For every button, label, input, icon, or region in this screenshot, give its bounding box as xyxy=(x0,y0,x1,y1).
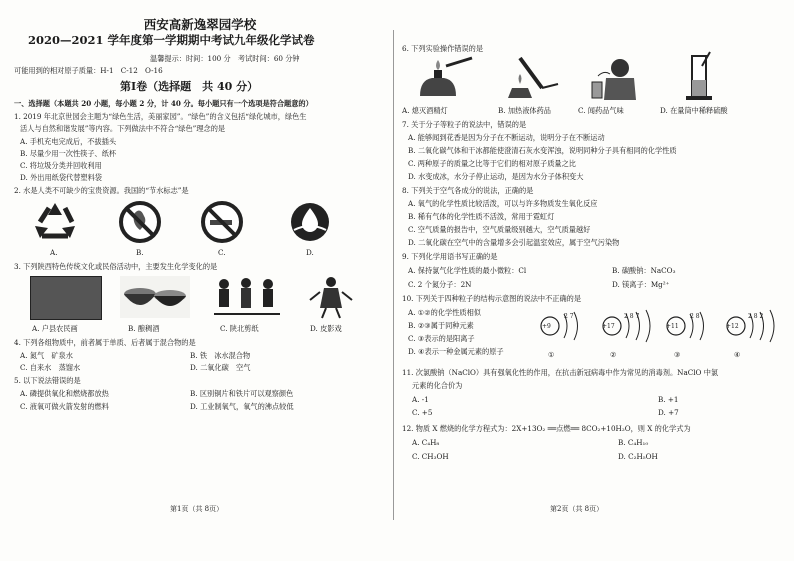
q3-label-b: B. 酿稠酒 xyxy=(128,324,160,333)
q9-stem: 9. 下列化学用语书写正确的是 xyxy=(402,252,498,261)
school-name: 西安高新逸翠园学校 xyxy=(143,17,257,32)
q10-option-a: A. ①②的化学性质相似 xyxy=(408,308,481,317)
atom-number-4: ④ xyxy=(734,350,741,359)
rice-wine-bowls-image xyxy=(120,276,190,318)
q4-option-b: B. 铁 冰水混合物 xyxy=(190,351,251,360)
exam-meta: 温馨提示：时间：100 分 考试时间：60 分钟 xyxy=(150,54,300,63)
q6-label-b: B. 加热液体药品 xyxy=(498,106,551,115)
q5-option-a: A. 磷提供氧化和燃烧都放热 xyxy=(20,389,109,398)
q4-option-c: C. 自来水 蒸馏水 xyxy=(20,363,81,372)
atom-electrons-3: 2 8 xyxy=(690,313,700,320)
atom-number-2: ② xyxy=(610,350,617,359)
page-divider xyxy=(393,30,394,520)
q11-option-d: D. +7 xyxy=(658,408,679,417)
atom-diagram-4 xyxy=(720,304,780,360)
q6-stem: 6. 下列实验操作错误的是 xyxy=(402,44,484,53)
page-footer-left: 第1页（共 8页） xyxy=(170,505,224,513)
q3-label-a: A. 户县农民画 xyxy=(32,324,78,333)
q7-option-a: A. 能够闻到花香是因为分子在不断运动，说明分子在不断运动 xyxy=(408,133,605,142)
q2-label-d: D. xyxy=(306,248,314,257)
atom-electrons-4: 2 8 2 xyxy=(748,313,764,320)
q9-option-d: D. 镁离子：Mg²⁺ xyxy=(612,280,670,289)
q2-label-b: B. xyxy=(136,248,144,257)
q7-option-b: B. 二氧化碳气体和干冰都能使澄清石灰水变浑浊，说明同种分子具有相同的化学性质 xyxy=(408,146,677,155)
no-smoking-icon xyxy=(200,200,244,244)
q1-stem-line1: 1. 2019 年北京世园会主题为“绿色生活，美丽家园”。“绿色”的含义包括“绿化城市，绿色生 xyxy=(14,112,307,121)
exam-page-right xyxy=(398,6,786,526)
page-footer-right: 第2页（共 8页） xyxy=(550,505,604,513)
q10-option-b: B. ②③属于同种元素 xyxy=(408,321,474,330)
section-title: 第Ⅰ卷（选择题 共 40 分） xyxy=(120,80,259,93)
q11-stem-line1: 11. 次氯酸钠（NaClO）具有强氧化性的作用，在抗击新冠病毒中作为常见的消毒剂。NaClO 中氯 xyxy=(402,368,719,377)
exam-title: 2020—2021 学年度第一学期期中考试九年级化学试卷 xyxy=(28,33,315,47)
q5-option-c: C. 液氧可做火箭发射的燃料 xyxy=(20,402,109,411)
q10-stem: 10. 下列关于四种粒子的结构示意图的说法中不正确的是 xyxy=(402,294,582,303)
q7-option-c: C. 两种原子的质量之比等于它们的相对原子质量之比 xyxy=(408,159,576,168)
atom-structure-diagrams xyxy=(534,304,780,360)
graduated-cylinder-image xyxy=(674,50,724,102)
paper-cutting-image xyxy=(210,274,284,320)
atom-electrons-1: 2 7 xyxy=(564,313,574,320)
q11-option-b: B. +1 xyxy=(658,395,679,404)
q8-option-b: B. 稀有气体的化学性质不活泼，常用于霓虹灯 xyxy=(408,212,555,221)
q3-label-c: C. 陕北剪纸 xyxy=(220,324,259,333)
q11-option-c: C. +5 xyxy=(412,408,433,417)
q12-option-a: A. C₄H₈ xyxy=(412,438,440,447)
q12-stem: 12. 物质 X 燃烧的化学方程式为：2X+13O₂ ══点燃══ 8CO₂+10H₂O，则 X 的化学式为 xyxy=(402,424,691,433)
q1-option-a: A. 手机充电完成后，不拔插头 xyxy=(20,137,117,146)
q5-stem: 5. 以下说法错误的是 xyxy=(14,376,81,385)
q11-option-a: A. -1 xyxy=(412,395,429,404)
q8-stem: 8. 下列关于空气各成分的说法，正确的是 xyxy=(402,186,534,195)
q1-option-c: C. 将垃圾分类并回收利用 xyxy=(20,161,102,170)
atom-nucleus-4: +12 xyxy=(726,323,739,330)
q10-option-d: D. ④表示一种金属元素的原子 xyxy=(408,347,504,356)
alcohol-lamp-image xyxy=(406,56,476,102)
q12-option-d: D. C₂H₅OH xyxy=(618,452,658,461)
q4-option-d: D. 二氧化碳 空气 xyxy=(190,363,251,372)
q11-stem-line2: 元素的化合价为 xyxy=(412,381,463,390)
smell-chemical-image xyxy=(584,54,640,102)
q4-option-a: A. 氮气 矿泉水 xyxy=(20,351,73,360)
recycle-icon xyxy=(32,200,78,244)
peasant-painting-image xyxy=(30,276,102,320)
atom-electrons-2: 2 8 7 xyxy=(624,313,640,320)
q1-option-b: B. 尽量少用一次性筷子、纸杯 xyxy=(20,149,117,158)
q3-label-d: D. 皮影戏 xyxy=(310,324,342,333)
q10-option-c: C. ③表示的是阳离子 xyxy=(408,334,475,343)
q12-option-c: C. CH₃OH xyxy=(412,452,449,461)
q6-label-d: D. 在量筒中稀释硫酸 xyxy=(660,106,728,115)
q2-label-c: C. xyxy=(218,248,226,257)
q8-option-a: A. 氧气的化学性质比较活泼，可以与许多物质发生氧化反应 xyxy=(408,199,598,208)
atom-number-1: ① xyxy=(548,350,555,359)
atom-number-3: ③ xyxy=(674,350,681,359)
q12-option-b: B. C₄H₁₀ xyxy=(618,438,649,447)
atom-nucleus-1: +9 xyxy=(542,323,551,330)
q8-option-c: C. 空气质量的报告中，空气质量级别越大，空气质量越好 xyxy=(408,225,591,234)
water-saving-icon xyxy=(288,200,332,244)
atom-diagram-1 xyxy=(534,304,594,360)
atomic-mass-info: 可能用到的相对原子质量：H-1 C-12 O-16 xyxy=(14,66,163,75)
shadow-puppet-image xyxy=(306,274,356,320)
q7-option-d: D. 水变成冰，水分子停止运动，是因为水分子体积变大 xyxy=(408,172,584,181)
q7-stem: 7. 关于分子等粒子的说法中，错误的是 xyxy=(402,120,527,129)
q2-stem: 2. 水是人类不可缺少的宝贵资源。我国的“节水标志”是 xyxy=(14,186,189,195)
heating-test-tube-image xyxy=(498,54,568,102)
atom-nucleus-2: +17 xyxy=(602,323,615,330)
atom-diagram-3 xyxy=(660,304,718,360)
q1-stem-line2: 活人与自然和谐发展”等内容。下列做法中不符合“绿色”理念的是 xyxy=(20,124,226,133)
atom-diagram-2 xyxy=(596,304,658,360)
q9-option-b: B. 碳酸钠：NaCO₃ xyxy=(612,266,676,275)
q6-label-a: A. 熄灭酒精灯 xyxy=(402,106,448,115)
exam-page-left xyxy=(10,6,394,526)
q8-option-d: D. 二氧化碳在空气中的含量增多会引起温室效应，属于空气污染物 xyxy=(408,238,620,247)
q9-option-a: A. 保持氯气化学性质的最小微粒：Cl xyxy=(408,266,527,275)
q5-option-b: B. 区别铜片和铁片可以观察颜色 xyxy=(190,389,294,398)
atom-nucleus-3: +11 xyxy=(666,323,679,330)
q5-option-d: D. 工业制氧气，氧气的沸点较低 xyxy=(190,402,294,411)
q2-label-a: A. xyxy=(50,248,58,257)
section-instruction: 一、选择题（本题共 20 小题，每小题 2 分，计 40 分。每小题只有一个选项是符合题意的） xyxy=(14,99,313,108)
q1-option-d: D. 外出用纸袋代替塑料袋 xyxy=(20,173,102,182)
q6-label-c: C. 闻药品气味 xyxy=(578,106,624,115)
no-smoking-fire-icon xyxy=(118,200,162,244)
q3-stem: 3. 下列陕西特色传统文化或民俗活动中，主要发生化学变化的是 xyxy=(14,262,218,271)
q4-stem: 4. 下列各组物质中，前者属于单质、后者属于混合物的是 xyxy=(14,338,196,347)
q9-option-c: C. 2 个氮分子：2N xyxy=(408,280,472,289)
